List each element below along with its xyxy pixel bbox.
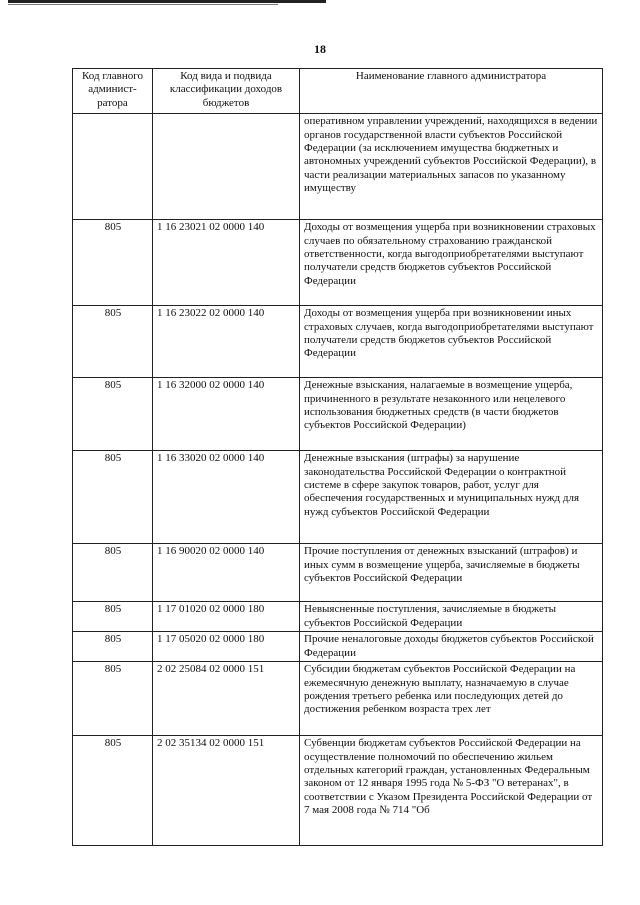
cell-admin-name: Субвенции бюджетам субъектов Российской Федерации на осуществление полномочий по обеспечению жильем отдельных категорий граждан, установленных Федеральным законом от 12 января 1995 года № 5-ФЗ "О ветеранах", в соответствии с Указом Президента Российской Федерации от 7 мая 2008 года № 714 "Об <box>300 736 603 846</box>
cell-classification-code <box>153 114 300 220</box>
revenue-classification-table <box>72 68 603 846</box>
cell-classification-code: 1 16 33020 02 0000 140 <box>153 451 300 544</box>
table-row <box>73 662 603 736</box>
cell-classification-code: 1 16 23022 02 0000 140 <box>153 306 300 378</box>
table-row <box>73 451 603 544</box>
cell-admin-name: Субсидии бюджетам субъектов Российской Федерации на ежемесячную денежную выплату, назначаемую в случае рождения третьего ребенка или последующих детей до достижения ребенком возраста трех лет <box>300 662 603 736</box>
cell-admin-code: 805 <box>73 306 153 378</box>
cell-admin-name: Денежные взыскания, налагаемые в возмещение ущерба, причиненного в результате незаконного или нецелевого использования бюджетных средств (в части бюджетов субъектов Российской Федерации) <box>300 378 603 451</box>
table-row <box>73 544 603 602</box>
table-row <box>73 378 603 451</box>
scan-edge-mark-thin <box>8 4 278 5</box>
cell-admin-code: 805 <box>73 662 153 736</box>
cell-admin-name: Денежные взыскания (штрафы) за нарушение законодательства Российской Федерации о контрактной системе в сфере закупок товаров, работ, услуг для обеспечения государственных и муниципальных нужд для нужд субъектов Российской Федерации <box>300 451 603 544</box>
table-row <box>73 736 603 846</box>
table-row <box>73 632 603 662</box>
scan-edge-mark <box>8 0 326 3</box>
cell-admin-name: Невыясненные поступления, зачисляемые в бюджеты субъектов Российской Федерации <box>300 602 603 632</box>
cell-classification-code: 2 02 35134 02 0000 151 <box>153 736 300 846</box>
page-number: 18 <box>314 42 326 56</box>
cell-admin-code: 805 <box>73 632 153 662</box>
cell-admin-code: 805 <box>73 736 153 846</box>
cell-admin-name: Прочие поступления от денежных взысканий (штрафов) и иных сумм в возмещение ущерба, зачисляемые в бюджеты субъектов Российской Федерации <box>300 544 603 602</box>
cell-classification-code: 1 16 23021 02 0000 140 <box>153 220 300 306</box>
cell-classification-code: 1 16 90020 02 0000 140 <box>153 544 300 602</box>
cell-classification-code: 1 17 05020 02 0000 180 <box>153 632 300 662</box>
cell-classification-code: 2 02 25084 02 0000 151 <box>153 662 300 736</box>
cell-admin-code: 805 <box>73 602 153 632</box>
cell-admin-code: 805 <box>73 451 153 544</box>
cell-admin-name: Доходы от возмещения ущерба при возникновении иных страховых случаев, когда выгодоприобретателями выступают получатели средств бюджетов субъектов Российской Федерации <box>300 306 603 378</box>
table-header-row <box>73 69 603 114</box>
cell-classification-code: 1 17 01020 02 0000 180 <box>153 602 300 632</box>
header-classification-code: Код вида и подвида классификации доходов бюджетов <box>153 69 300 114</box>
cell-admin-code: 805 <box>73 544 153 602</box>
cell-admin-code: 805 <box>73 220 153 306</box>
table-row <box>73 114 603 220</box>
cell-admin-code <box>73 114 153 220</box>
header-admin-code: Код главного админист-ратора <box>73 69 153 114</box>
cell-admin-name: оперативном управлении учреждений, находящихся в ведении органов государственной власти субъектов Российской Федерации (за исключением имущества бюджетных и автономных учреждений субъектов Российской Федерации), в части реализации материальных запасов по указанному имуществу <box>300 114 603 220</box>
cell-classification-code: 1 16 32000 02 0000 140 <box>153 378 300 451</box>
cell-admin-code: 805 <box>73 378 153 451</box>
table-row <box>73 220 603 306</box>
table-row <box>73 306 603 378</box>
table-row <box>73 602 603 632</box>
cell-admin-name: Прочие неналоговые доходы бюджетов субъектов Российской Федерации <box>300 632 603 662</box>
cell-admin-name: Доходы от возмещения ущерба при возникновении страховых случаев по обязательному страхованию гражданской ответственности, когда выгодоприобретателями выступают получатели средств бюджетов субъектов Российской Федерации <box>300 220 603 306</box>
header-admin-name: Наименование главного администратора <box>300 69 603 114</box>
